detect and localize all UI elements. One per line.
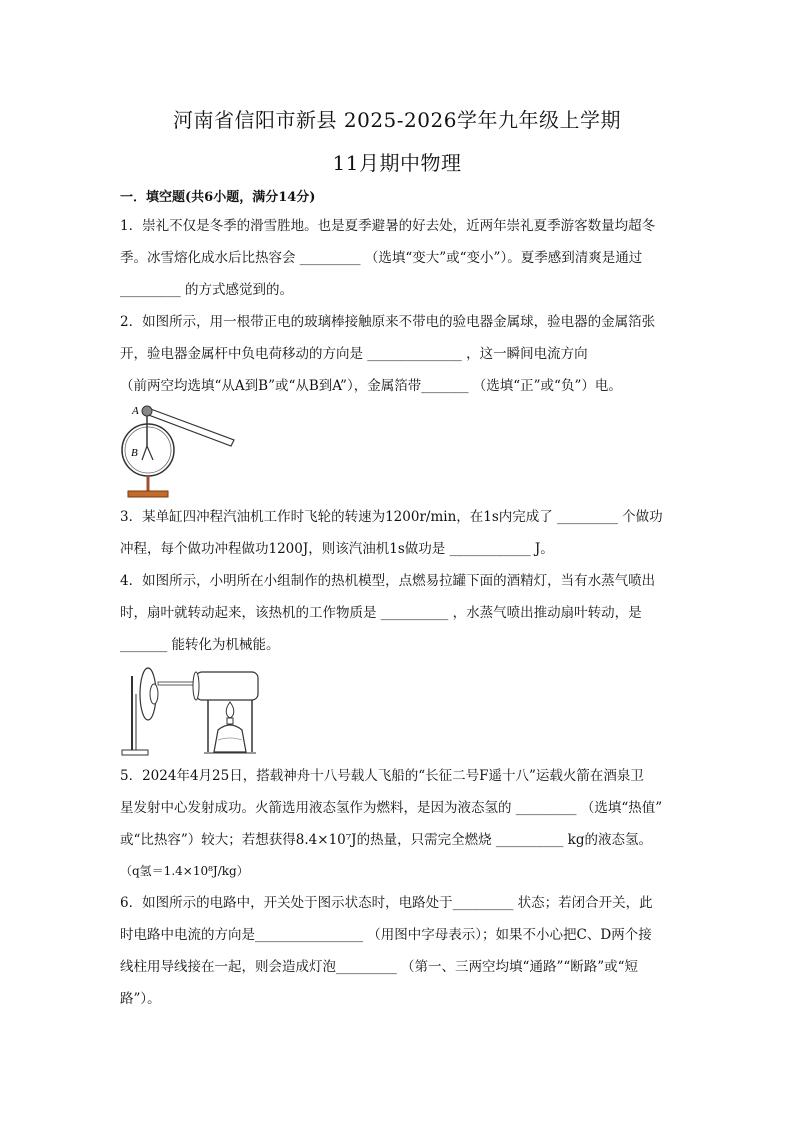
q6-line-3: 线柱用导线接在一起，则会造成灯泡_________ （第一、三两空均填“通路”“断路”或“短 [120,959,639,975]
q2-line-2: 开，验电器金属杆中负电荷移动的方向是 ______________ ，这一瞬间电流方向 [120,346,588,362]
section-heading: 一．填空题(共6小题，满分14分) [120,190,316,205]
label-b: B [131,447,138,459]
q4-line-2: 时，扇叶就转动起来，该热机的工作物质是 __________ ，水蒸气喷出推动扇叶转动，是 [120,605,642,621]
q1-line-2: 季。冰雪熔化成水后比热容会 _________ （选填“变大”或“变小”）。夏季感到清爽是通过 [120,250,643,266]
q3-line-2: 冲程，每个做功冲程做功1200J，则该汽油机1s做功是 ____________ J。 [120,541,554,557]
label-a: A [132,405,139,417]
q1-line-1: 1．崇礼不仅是冬季的滑雪胜地。也是夏季避暑的好去处，近两年崇礼夏季游客数量均超冬 [120,218,656,234]
electroscope-figure [118,398,238,500]
q2-line-3: （前两空均选填“从A到B”或“从B到A”），金属箔带_______ （选填“正”或“负”）电。 [120,378,622,394]
q5-line-2: 星发射中心发射成功。火箭选用液态氢作为燃料，是因为液态氢的 _________ （选填“热值” [120,800,663,816]
page-title-line1: 河南省信阳市新县 2025-2026学年九年级上学期 [173,108,621,132]
q6-line-4: 路”）。 [120,991,161,1007]
q6-line-1: 6．如图所示的电路中，开关处于图示状态时，电路处于_________ 状态；若闭合开关，此 [120,895,653,911]
q3-line-1: 3．某单缸四冲程汽油机工作时飞轮的转速为1200r/min，在1s内完成了 _________ 个做功 [120,509,663,525]
heat-engine-figure [118,664,268,758]
q1-line-3: _________ 的方式感觉到的。 [120,282,294,298]
q2-line-1: 2．如图所示，用一根带正电的玻璃棒接触原来不带电的验电器金属球，验电器的金属箔张 [120,314,656,330]
q5-line-3: 或“比热容”）较大；若想获得8.4×10⁷J的热量，只需完全燃烧 __________ kg的液态氢。 [120,832,652,848]
q5-line-1: 5．2024年4月25日，搭载神舟十八号载人飞船的“长征二号F遥十八”运载火箭在酒泉卫 [120,768,644,784]
q4-line-1: 4．如图所示，小明所在小组制作的热机模型，点燃易拉罐下面的酒精灯，当有水蒸气喷出 [120,573,656,589]
q4-line-3: _______ 能转化为机械能。 [120,637,280,653]
q5-line-4: （q氢＝1.4×10⁸J/kg） [120,864,249,878]
q6-line-2: 时电路中电流的方向是________________ （用图中字母表示）；如果不小心把C、D两个接 [120,927,652,943]
page-title-line2: 11月期中物理 [332,151,462,175]
